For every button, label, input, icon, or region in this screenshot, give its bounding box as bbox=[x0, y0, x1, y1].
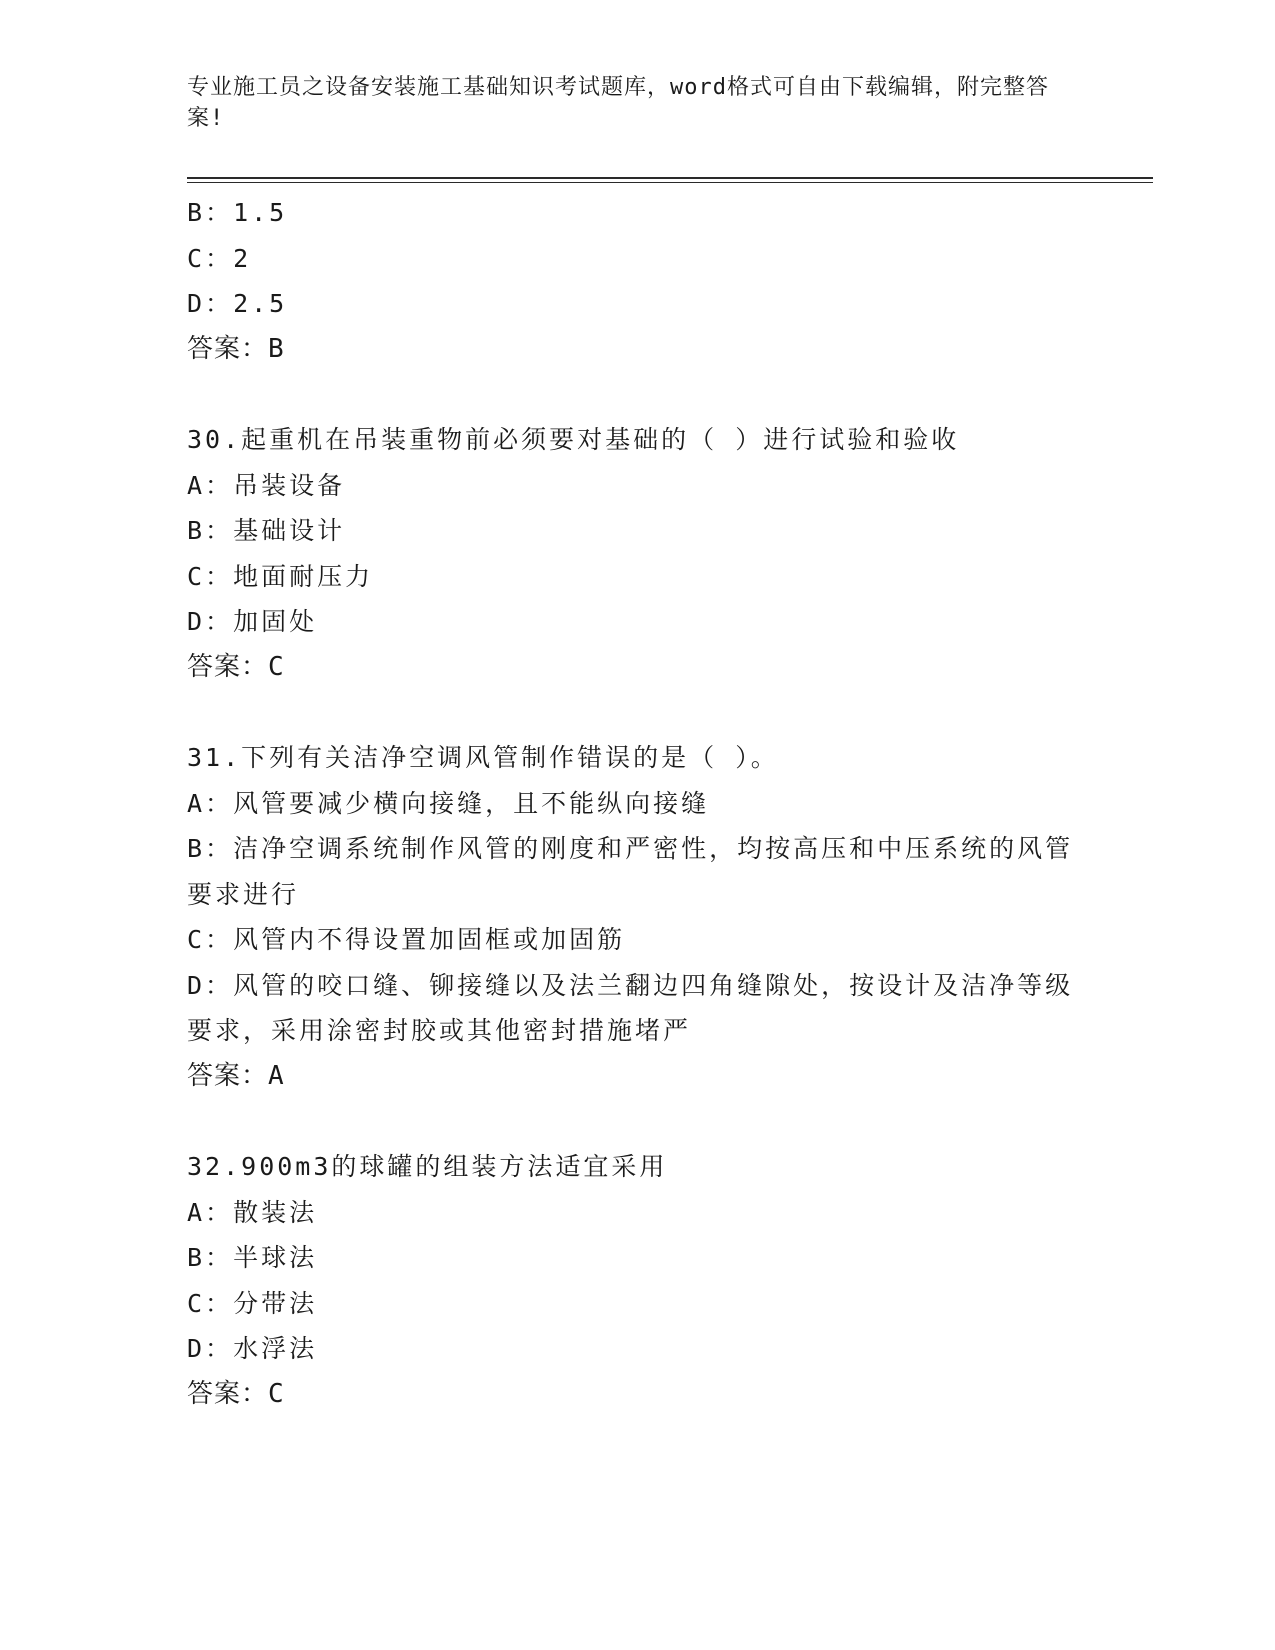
option-b: B：洁净空调系统制作风管的刚度和严密性，均按高压和中压系统的风管要求进行 bbox=[187, 834, 1074, 909]
question-list bbox=[187, 190, 1077, 1417]
option-b: B：基础设计 bbox=[187, 516, 346, 545]
option-d: D：风管的咬口缝、铆接缝以及法兰翻边四角缝隙处，按设计及洁净等级要求，采用涂密封胶或其他密封措施堵严 bbox=[187, 970, 1074, 1045]
option-d: D：水浮法 bbox=[187, 1334, 318, 1363]
option-b: B：1.5 bbox=[187, 198, 288, 227]
page-header: 专业施工员之设备安装施工基础知识考试题库，word格式可自由下载编辑，附完整答案! bbox=[187, 75, 1049, 131]
option-c: C：风管内不得设置加固框或加固筋 bbox=[187, 925, 626, 954]
option-a: A：散装法 bbox=[187, 1197, 318, 1227]
question-stem: 31.下列有关洁净空调风管制作错误的是（ ）。 bbox=[187, 743, 779, 772]
question-block-31 bbox=[187, 735, 1077, 1099]
answer-line: 答案：C bbox=[187, 1378, 285, 1409]
option-c: C：地面耐压力 bbox=[187, 561, 374, 591]
option-c: C：2 bbox=[187, 243, 252, 273]
header-divider-thick bbox=[187, 177, 1153, 179]
question-block-32 bbox=[187, 1144, 1077, 1417]
option-c: C：分带法 bbox=[187, 1288, 318, 1318]
answer-line: 答案：B bbox=[187, 333, 285, 364]
question-stem: 32.900m3的球罐的组装方法适宜采用 bbox=[187, 1152, 668, 1181]
answer-line: 答案：A bbox=[187, 1060, 285, 1091]
option-d: D：2.5 bbox=[187, 289, 288, 318]
header-divider-thin bbox=[187, 182, 1153, 183]
question-block-30 bbox=[187, 417, 1077, 690]
option-b: B：半球法 bbox=[187, 1243, 318, 1272]
option-a: A：吊装设备 bbox=[187, 470, 346, 500]
option-d: D：加固处 bbox=[187, 607, 318, 636]
question-stem: 30.起重机在吊装重物前必须要对基础的（ ）进行试验和验收 bbox=[187, 425, 960, 454]
question-block-29 bbox=[187, 190, 1077, 372]
answer-line: 答案：C bbox=[187, 651, 285, 682]
option-a: A：风管要减少横向接缝，且不能纵向接缝 bbox=[187, 788, 710, 818]
